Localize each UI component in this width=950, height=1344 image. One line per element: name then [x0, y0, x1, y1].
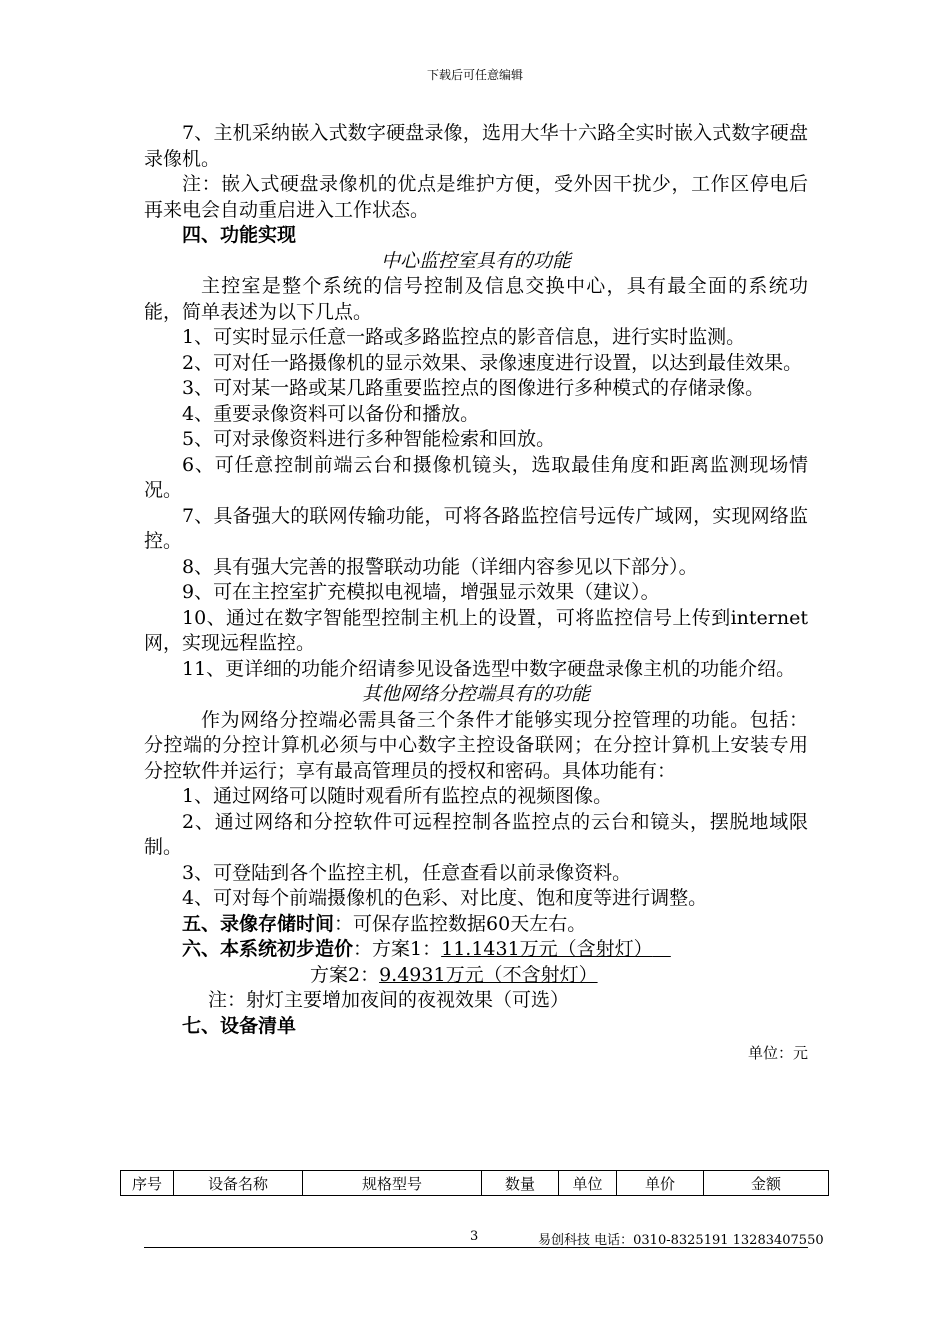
list-item: 2、可对任一路摄像机的显示效果、录像速度进行设置，以达到最佳效果。 — [182, 351, 803, 374]
table-header-cell: 数量 — [482, 1171, 559, 1196]
table-header-cell: 设备名称 — [174, 1171, 303, 1196]
note-light: 注：射灯主要增加夜间的夜视效果（可选） — [208, 989, 570, 1011]
network-intro: 作为网络分控端必需具备三个条件才能够实现分控管理的功能。包括：分控端的分控计算机必须与中心数字主控设备联网；在分控计算机上安装专用分控软件并运行；享有最高管理员的授权和密码。具体功能有： — [144, 708, 808, 782]
cost-label: 六、本系统初步造价 — [182, 938, 354, 960]
note-dvr: 注：嵌入式硬盘录像机的优点是维护方便，受外因干扰少，工作区停电后再来电会自动重启进入工作状态。 — [144, 173, 808, 221]
plan1-underline-tail — [653, 938, 671, 960]
plan2-value: 9.4931万元（不含射灯） — [379, 963, 598, 986]
table-header-cell: 单价 — [617, 1171, 704, 1196]
table-header-cell: 单位 — [559, 1171, 617, 1196]
document-body — [144, 121, 808, 1067]
list-item: 8、具有强大完善的报警联动功能（详细内容参见以下部分）。 — [182, 555, 698, 578]
list-item: 1、可实时显示任意一路或多路监控点的影音信息，进行实时监测。 — [182, 326, 746, 348]
footer-company: 易创科技 电话：0310-8325191 13283407550 — [538, 1233, 824, 1248]
plan2-line — [144, 963, 808, 989]
table-header-cell: 金额 — [704, 1171, 829, 1196]
list-item: 7、具备强大的联网传输功能，可将各路监控信号远传广域网，实现网络监控。 — [144, 504, 808, 552]
plan1-prefix: ：方案1： — [353, 938, 442, 960]
footer-divider — [144, 1247, 808, 1248]
section-heading-equipment: 七、设备清单 — [182, 1014, 297, 1037]
storage-label: 五、录像存储时间 — [182, 912, 335, 935]
page-number: 3 — [470, 1229, 479, 1244]
list-item: 4、重要录像资料可以备份和播放。 — [182, 402, 480, 425]
list-item: 3、可登陆到各个监控主机，任意查看以前录像资料。 — [182, 861, 632, 884]
center-intro: 主控室是整个系统的信号控制及信息交换中心，具有最全面的系统功能，简单表述为以下几点。 — [144, 275, 808, 323]
list-item: 11、更详细的功能介绍请参见设备选型中数字硬盘录像主机的功能介绍。 — [182, 657, 796, 680]
table-header-row — [121, 1171, 829, 1196]
subheading-network: 其他网络分控端具有的功能 — [361, 683, 590, 705]
list-item: 4、可对每个前端摄像机的色彩、对比度、饱和度等进行调整。 — [182, 887, 708, 909]
equipment-table — [120, 1170, 829, 1196]
paragraph-host: 7、主机采纳嵌入式数字硬盘录像，选用大华十六路全实时嵌入式数字硬盘录像机。 — [144, 122, 808, 170]
list-item: 6、可任意控制前端云台和摄像机镜头，选取最佳角度和距离监测现场情况。 — [144, 453, 808, 501]
page-header: 下载后可任意编辑 — [426, 68, 523, 82]
list-item: 10、通过在数字智能型控制主机上的设置，可将监控信号上传到internet网，实现远程监控。 — [144, 606, 808, 654]
list-item: 9、可在主控室扩充模拟电视墙，增强显示效果（建议）。 — [182, 581, 660, 603]
list-item: 1、通过网络可以随时观看所有监控点的视频图像。 — [182, 785, 613, 807]
list-item: 5、可对录像资料进行多种智能检索和回放。 — [182, 428, 556, 450]
plan1-value: 11.1431万元（含射灯） — [441, 938, 653, 960]
table-header-cell: 规格型号 — [303, 1171, 482, 1196]
unit-label: 单位：元 — [747, 1044, 808, 1062]
storage-text: ：可保存监控数据60天左右。 — [334, 912, 587, 935]
plan2-prefix: 方案2： — [310, 963, 380, 986]
section-heading-functions: 四、功能实现 — [182, 224, 297, 246]
section-cost — [144, 937, 808, 963]
subheading-center: 中心监控室具有的功能 — [380, 249, 571, 272]
section-storage-time — [144, 912, 808, 938]
list-item: 2、通过网络和分控软件可远程控制各监控点的云台和镜头，摆脱地域限制。 — [144, 810, 808, 858]
table-header-cell: 序号 — [121, 1171, 174, 1196]
list-item: 3、可对某一路或某几路重要监控点的图像进行多种模式的存储录像。 — [182, 377, 765, 399]
